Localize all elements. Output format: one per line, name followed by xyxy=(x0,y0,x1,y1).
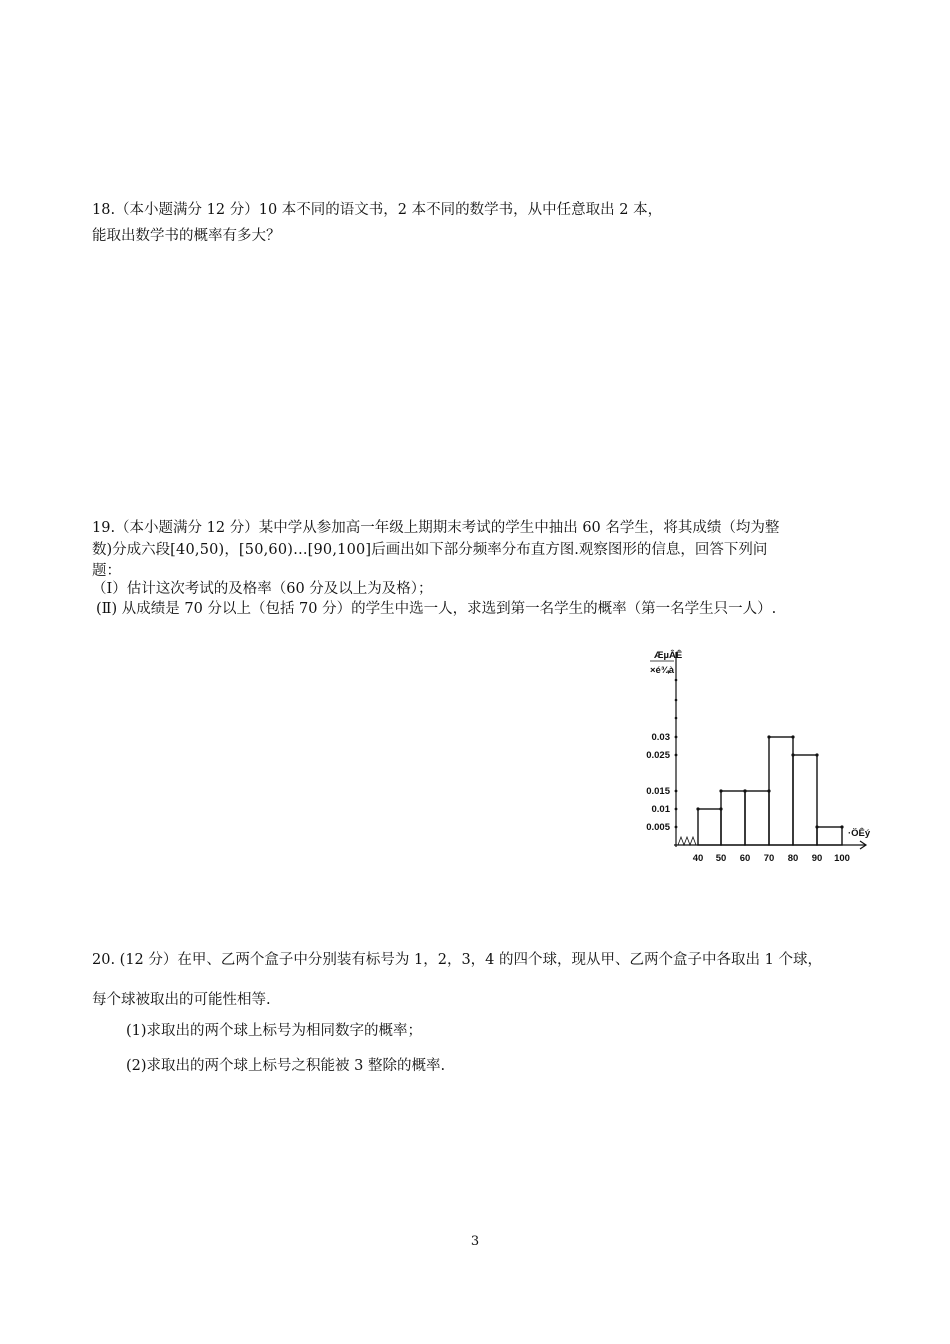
question-20-line-1: 20. (12 分）在甲、乙两个盒子中分别装有标号为 1，2，3，4 的四个球，现从甲、乙两个盒子中各取出 1 个球， xyxy=(92,952,822,968)
y-tick-label: 0.015 xyxy=(646,786,670,797)
question-19-line-3: 题： xyxy=(92,563,121,579)
histogram-bar xyxy=(793,755,817,845)
question-18-line-1: 18.（本小题满分 12 分）10 本不同的语文书，2 本不同的数学书，从中任意取出 2 本， xyxy=(92,202,663,218)
y-axis-label-line-1: ÆµÂÊ xyxy=(654,650,683,661)
histogram-bar xyxy=(769,737,793,845)
bar-corner-dot xyxy=(767,735,770,738)
y-tick-0.01 xyxy=(675,808,678,811)
question-18-line-2: 能取出数学书的概率有多大？ xyxy=(92,228,281,244)
bar-corner-dot xyxy=(815,825,818,828)
y-tick-label: 0.03 xyxy=(651,732,670,743)
histogram-bar xyxy=(745,791,769,845)
question-19-text-b: 后画出如下部分频率分布直方图.观察图形的信息，回答下列问 xyxy=(371,542,768,558)
x-tick-label: 50 xyxy=(715,853,727,864)
bar-corner-dot xyxy=(840,825,843,828)
interval-90-100: [90,100] xyxy=(307,542,372,558)
histogram-axes xyxy=(674,652,866,849)
bar-corner-dot xyxy=(719,789,722,792)
bar-corner-dot xyxy=(815,753,818,756)
histogram-bars xyxy=(696,735,843,845)
bar-corner-dot xyxy=(791,753,794,756)
question-19-part-2: (Ⅱ) 从成绩是 70 分以上（包括 70 分）的学生中选一人，求选到第一名学生的概率（第一名学生只一人）. xyxy=(96,601,777,617)
histogram-bar xyxy=(721,791,745,845)
histogram-bar xyxy=(817,827,842,845)
x-axis-label: ·ÖÊý xyxy=(848,828,871,839)
histogram-labels xyxy=(646,649,871,864)
axis-break-icon xyxy=(678,837,696,845)
y-tick-0.03 xyxy=(675,736,678,739)
page-number: 3 xyxy=(470,1234,480,1249)
bar-corner-dot xyxy=(791,735,794,738)
interval-50-60: [50,60) xyxy=(238,542,294,558)
frequency-histogram xyxy=(638,640,878,870)
y-tick-label: 0.01 xyxy=(651,804,670,815)
x-tick-label: 60 xyxy=(739,853,751,864)
y-tick-label: 0.025 xyxy=(646,750,670,761)
question-19-line-1: 19.（本小题满分 12 分）某中学从参加高一年级上期期末考试的学生中抽出 60 名学生，将其成绩（均为整 xyxy=(92,520,780,536)
y-tick-0.015 xyxy=(675,790,678,793)
y-axis-label-line-2: ×é¾à xyxy=(650,665,675,676)
x-tick-label: 80 xyxy=(787,853,799,864)
question-19-line-2 xyxy=(92,540,767,560)
y-axis-dot xyxy=(675,699,678,702)
x-tick-label: 100 xyxy=(834,853,850,864)
question-20-part-1: (1)求取出的两个球上标号为相同数字的概率； xyxy=(126,1023,423,1039)
x-tick-label: 40 xyxy=(692,853,704,864)
interval-40-50: [40,50) xyxy=(170,542,225,558)
x-tick-label: 90 xyxy=(811,853,823,864)
histogram-bar xyxy=(698,809,721,845)
y-axis-dot xyxy=(675,679,678,682)
y-tick-0.025 xyxy=(675,754,678,757)
y-tick-label: 0.005 xyxy=(646,822,670,833)
separator: ， xyxy=(224,542,239,558)
bar-corner-dot xyxy=(696,807,699,810)
x-tick-label: 70 xyxy=(763,853,775,864)
y-axis-dot xyxy=(675,717,678,720)
question-19-part-1: （Ⅰ）估计这次考试的及格率（60 分及以上为及格）； xyxy=(92,581,433,597)
question-20-part-2: (2)求取出的两个球上标号之积能被 3 整除的概率. xyxy=(126,1058,446,1074)
question-20-line-2: 每个球被取出的可能性相等. xyxy=(92,992,271,1008)
y-tick-0.005 xyxy=(675,826,678,829)
question-19-text-a: 数)分成六段 xyxy=(92,542,171,558)
bar-corner-dot xyxy=(743,789,746,792)
ellipsis: … xyxy=(293,542,308,558)
